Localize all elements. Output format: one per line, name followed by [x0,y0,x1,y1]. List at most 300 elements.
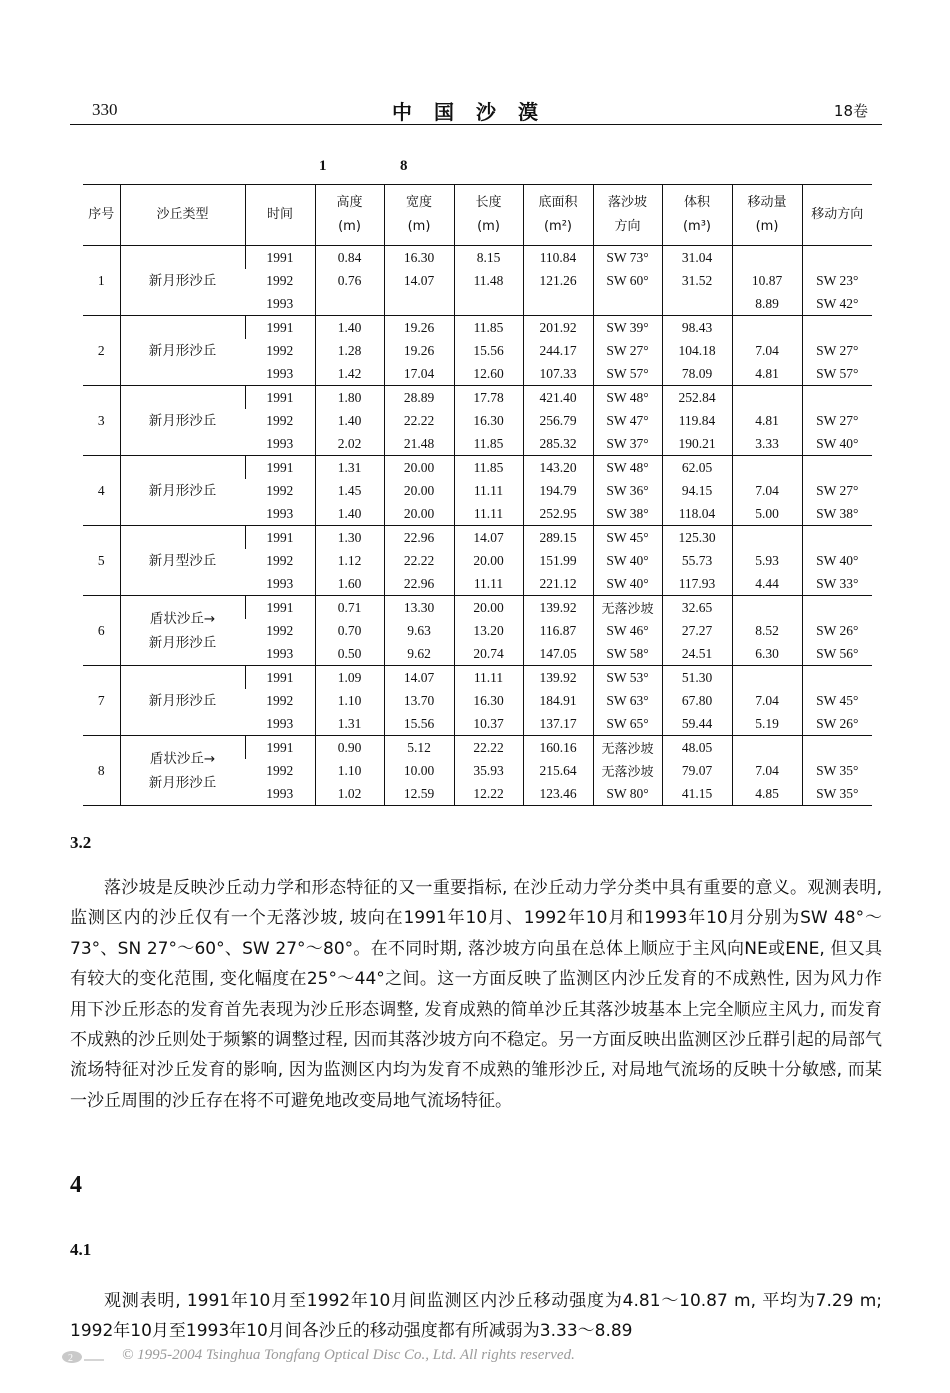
table-cell [732,596,802,620]
column-header-label: 宽度 [405,195,432,210]
table-cell [523,292,593,316]
table-cell: 1993 [245,572,315,596]
table-cell: 104.18 [662,339,732,362]
table-cell: 1.60 [315,572,384,596]
table-cell [732,456,802,480]
table-cell: 15.56 [454,339,523,362]
table-caption-number: 1 [319,158,327,174]
dune-type-cell [120,736,245,806]
section-heading-3-2: 3.2 [70,833,92,852]
table-cell: 11.11 [454,572,523,596]
table-cell: 79.07 [662,759,732,782]
table-cell: SW 45° [593,526,662,550]
table-cell: 22.96 [384,572,454,596]
table-cell: 1992 [266,272,294,288]
table-cell: 117.93 [662,572,732,596]
table-cell: 62.05 [662,456,732,480]
table-cell: 1.42 [315,362,384,386]
table-cell: 1.30 [315,526,384,550]
table-cell [802,246,872,270]
table-cell: 1992 [266,482,294,498]
table-cell: SW 38° [802,502,872,526]
table-cell: 22.22 [454,736,523,760]
column-header-unit: 方向 [614,219,641,234]
table-cell [732,736,802,760]
table-cell: 244.17 [523,339,593,362]
table-cell: 55.73 [662,549,732,572]
column-header-label: 移动量 [747,195,787,210]
table-cell: 20.00 [454,596,523,620]
header-rule [70,124,882,125]
table-cell: 21.48 [384,432,454,456]
table-cell: 11.48 [454,269,523,292]
table-cell: SW 33° [802,572,872,596]
table-cell: SW 57° [802,362,872,386]
table-cell: 94.15 [662,479,732,502]
paragraph-text: 落沙坡是反映沙丘动力学和形态特征的又一重要指标, 在沙丘动力学分类中具有重要的意义。观测表明, 监测区内的沙丘仅有一个无落沙坡, 坡向在1991年10月、1992年10月和1993年10月分别为SW 48°～73°、SN 27°～60°、SW 27°～80°。在不同时期, 落沙坡方向虽在总体上顺应于主风向NE或ENE, 但又具有较大的变化范围, 变化幅度在25°～44°之间。这一方面反映了监测区内沙丘发育的不成熟性, 因为风力作用下沙丘形态的发育首先表现为沙丘形态调整, 发育成熟的简单沙丘其落沙坡基本上完全顺应主风力, 而发育不成熟的沙丘则处于频繁的调整过程, 因而其落沙坡方向不稳定。另一方面反映出监测区沙丘群引起的局部气流场特征对沙丘发育的影响, 因为监测区内均为发育不成熟的雏形沙丘, 对局地气流场的反映十分敏感, 而某一沙丘周围的沙丘存在将不可避免地改变局地气流场特征。 [70,878,882,1111]
table-body [83,246,872,806]
table-cell: 13.30 [384,596,454,620]
table-cell: 190.21 [662,432,732,456]
table-cell: 27.27 [662,619,732,642]
table-cell: 121.26 [523,269,593,292]
table-cell: SW 36° [593,479,662,502]
dune-number-cell: 1 [83,246,120,316]
table-cell: 17.78 [454,386,523,410]
table-cell: 119.84 [662,409,732,432]
table-cell: 1993 [245,642,315,666]
dune-type-cell [120,526,245,596]
table-cell: 98.43 [662,316,732,340]
table-cell: 201.92 [523,316,593,340]
dune-type-line: 新月形沙丘 [148,412,217,429]
dune-type-line: 新月形沙丘 [148,482,217,499]
table-cell: 4.81 [732,409,802,432]
table-cell: 4.44 [732,572,802,596]
table-cell: 285.32 [523,432,593,456]
table-cell: 20.00 [384,479,454,502]
table-cell: 5.00 [732,502,802,526]
table-cell: 7.04 [732,759,802,782]
table-cell: 0.90 [315,736,384,760]
table-cell: 1.12 [315,549,384,572]
table-cell: 20.74 [454,642,523,666]
column-header [662,185,732,246]
table-cell: 12.59 [384,782,454,806]
table-cell: 11.85 [454,316,523,340]
table-cell: 1993 [245,782,315,806]
table-cell: 184.91 [523,689,593,712]
table-cell: SW 56° [802,642,872,666]
column-header-label: 体积 [683,195,710,210]
table-cell: SW 63° [593,689,662,712]
table-cell: 8.52 [732,619,802,642]
table-cell: 7.04 [732,339,802,362]
table-cell: SW 39° [593,316,662,340]
table-cell [732,386,802,410]
table-cell: 289.15 [523,526,593,550]
table-cell: 6.30 [732,642,802,666]
table-cell: 67.80 [662,689,732,712]
table-cell: 252.95 [523,502,593,526]
table-row [83,316,872,340]
table-cell [802,526,872,550]
table-cell: SW 26° [802,619,872,642]
table-cell: 1.10 [315,689,384,712]
table-cell [662,292,732,316]
table-cell: 31.04 [662,246,732,270]
table-cell: 1.10 [315,759,384,782]
table-cell [384,292,454,316]
journal-title: 中国沙漠 [392,100,560,124]
table-cell: 13.20 [454,619,523,642]
table-cell: 151.99 [523,549,593,572]
table-cell: 107.33 [523,362,593,386]
table-cell: SW 48° [593,386,662,410]
dune-number-cell: 2 [83,316,120,386]
column-header [315,185,384,246]
dune-type-line: 新月型沙丘 [148,552,217,569]
table-cell: 11.11 [454,666,523,690]
table-cell: 1991 [245,526,315,550]
table-row [83,386,872,410]
table-cell: 0.70 [315,619,384,642]
table-cell: SW 48° [593,456,662,480]
column-header-label: 底面积 [538,195,578,210]
table-cell: SW 58° [593,642,662,666]
table-cell: 7.04 [732,479,802,502]
dune-type-line: 新月形沙丘 [148,342,217,359]
table-cell: SW 42° [802,292,872,316]
table-cell: 1992 [266,622,294,638]
table-cell: 110.84 [523,246,593,270]
table-cell: 1993 [245,502,315,526]
table-cell: 116.87 [523,619,593,642]
table-cell [802,596,872,620]
table-cell: 12.60 [454,362,523,386]
table-cell: 2.02 [315,432,384,456]
table-row [83,596,872,620]
table-cell: 10.87 [732,269,802,292]
column-header-label: 长度 [475,195,502,210]
table-cell [802,666,872,690]
table-cell: 14.07 [454,526,523,550]
column-header-unit: (m) [755,219,779,234]
table-cell: 无落沙坡 [593,596,662,620]
dune-type-line: 盾状沙丘→ [149,750,216,767]
column-header-unit: (m) [407,219,431,234]
table-cell: 10.00 [384,759,454,782]
dune-number-cell: 4 [83,456,120,526]
table-cell: 160.16 [523,736,593,760]
table-cell: 22.96 [384,526,454,550]
table-cell: 31.52 [662,269,732,292]
table-cell: 24.51 [662,642,732,666]
table-cell: 14.07 [384,269,454,292]
table-cell: 14.07 [384,666,454,690]
table-cell: 1991 [245,386,315,410]
table-cell: 16.30 [384,246,454,270]
table-cell: 16.30 [454,689,523,712]
dune-number-cell: 8 [83,736,120,806]
table-cell: 1993 [245,432,315,456]
dune-type-cell [120,666,245,736]
column-header [120,185,245,246]
table-cell: 5.93 [732,549,802,572]
table-cell: 1991 [245,736,315,760]
running-header [70,96,882,124]
page-number: 330 [92,100,118,119]
table-cell: SW 47° [593,409,662,432]
column-header-unit: (m³) [682,219,712,234]
table-cell: SW 27° [802,409,872,432]
table-cell: SW 27° [802,479,872,502]
table-cell: 3.33 [732,432,802,456]
column-header [593,185,662,246]
footer [60,1345,860,1369]
column-header [384,185,454,246]
table-cell: 41.15 [662,782,732,806]
table-row [83,456,872,480]
table-cell: 无落沙坡 [593,736,662,760]
table-cell [802,316,872,340]
table-row [83,246,872,270]
table-cell: 48.05 [662,736,732,760]
table-cell: 1.40 [315,502,384,526]
dune-type-line: 新月形沙丘 [148,634,217,651]
table-row [83,526,872,550]
table-cell: SW 45° [802,689,872,712]
table-cell: 147.05 [523,642,593,666]
table-cell: 16.30 [454,409,523,432]
column-header-label: 沙丘类型 [156,207,209,222]
table-cell: 1991 [245,456,315,480]
column-header-unit: (m²) [543,219,573,234]
table-cell: 137.17 [523,712,593,736]
table-cell: 123.46 [523,782,593,806]
table-cell: 256.79 [523,409,593,432]
table-cell: 1991 [245,596,315,620]
table-cell [732,246,802,270]
column-header-label: 序号 [88,207,115,222]
table-cell [732,666,802,690]
dune-type-cell [120,456,245,526]
table-cell [802,386,872,410]
table-cell: 252.84 [662,386,732,410]
publisher-logo-icon [60,1349,106,1365]
table-cell: 1993 [245,292,315,316]
table-cell: SW 80° [593,782,662,806]
table-cell: SW 65° [593,712,662,736]
table-cell: 7.04 [732,689,802,712]
table-cell: SW 26° [802,712,872,736]
volume-label: 18卷 [833,102,868,120]
table-cell: 0.84 [315,246,384,270]
table-cell: 19.26 [384,339,454,362]
table-cell: 20.00 [454,549,523,572]
table-cell: SW 60° [593,269,662,292]
table-cell: 1.28 [315,339,384,362]
table-cell: 5.12 [384,736,454,760]
table-cell: SW 35° [802,782,872,806]
table-cell: 10.37 [454,712,523,736]
table-cell: 1991 [245,666,315,690]
table-cell: 4.81 [732,362,802,386]
column-header [454,185,523,246]
table-cell: 59.44 [662,712,732,736]
table-cell: SW 40° [802,549,872,572]
table-cell: 1.09 [315,666,384,690]
table-cell: 1992 [266,692,294,708]
table-cell: 11.85 [454,456,523,480]
table-cell: SW 53° [593,666,662,690]
table-cell: SW 40° [593,572,662,596]
svg-text:2: 2 [68,1353,73,1364]
copyright-notice: © 1995-2004 Tsinghua Tongfang Optical Disc Co., Ltd. All rights reserved. [122,1347,575,1363]
table-cell: 9.62 [384,642,454,666]
column-header-label: 高度 [336,195,363,210]
table-cell: 0.71 [315,596,384,620]
table-cell: 215.64 [523,759,593,782]
table-cell [732,526,802,550]
table-cell: 8.15 [454,246,523,270]
table-cell: SW 27° [802,339,872,362]
table-cell: 11.11 [454,502,523,526]
column-header [802,185,872,246]
table-cell: 1993 [245,362,315,386]
dune-number-cell: 6 [83,596,120,666]
table-cell: SW 40° [802,432,872,456]
table-cell: SW 35° [802,759,872,782]
table-cell: 无落沙坡 [593,759,662,782]
column-header [732,185,802,246]
column-header-unit: (m) [477,219,500,234]
dune-type-cell [120,386,245,456]
table-cell: 11.85 [454,432,523,456]
table-cell: 78.09 [662,362,732,386]
table-cell: 28.89 [384,386,454,410]
column-header-label: 移动方向 [811,207,864,222]
dune-type-line: 盾状沙丘→ [149,610,216,627]
section-heading-4-1: 4.1 [70,1240,92,1259]
table-cell: SW 38° [593,502,662,526]
table-cell: 19.26 [384,316,454,340]
table-cell: SW 57° [593,362,662,386]
table-cell: SW 73° [593,246,662,270]
dune-observation-table [83,184,872,806]
table-cell: 8.89 [732,292,802,316]
table-row [83,666,872,690]
dune-number-cell: 7 [83,666,120,736]
table-cell: 139.92 [523,666,593,690]
dune-number-cell: 3 [83,386,120,456]
table-cell: 1.31 [315,712,384,736]
table-cell: 1.40 [315,409,384,432]
dune-type-cell [120,596,245,666]
column-header [245,185,315,246]
section-4-1-paragraph [70,1286,882,1347]
table-cell: 51.30 [662,666,732,690]
table-cell: 20.00 [384,502,454,526]
table-cell: 0.50 [315,642,384,666]
table-cell: 421.40 [523,386,593,410]
table-header-row [83,185,872,246]
table-cell: 1.02 [315,782,384,806]
table-cell: 22.22 [384,549,454,572]
table-cell: 1992 [266,762,294,778]
table-cell: 1.31 [315,456,384,480]
table-cell: 1.45 [315,479,384,502]
table-cell: 20.00 [384,456,454,480]
table-cell [802,456,872,480]
section-3-2-paragraph [70,873,882,1116]
table-cell: 5.19 [732,712,802,736]
table-cell: SW 23° [802,269,872,292]
table-cell: 17.04 [384,362,454,386]
table-cell: 143.20 [523,456,593,480]
table-caption-part: 8 [400,158,408,174]
table-cell: SW 46° [593,619,662,642]
section-heading-4: 4 [70,1172,82,1198]
dune-type-line: 新月形沙丘 [148,692,217,709]
column-header-unit: (m) [338,219,361,234]
table-cell: 1992 [266,342,294,358]
table-cell: 13.70 [384,689,454,712]
table-cell: 0.76 [315,269,384,292]
dune-type-line: 新月形沙丘 [148,272,217,289]
table-cell: 12.22 [454,782,523,806]
table-cell: SW 40° [593,549,662,572]
table-cell: 35.93 [454,759,523,782]
column-header [523,185,593,246]
table-cell: 11.11 [454,479,523,502]
table-cell [315,292,384,316]
table-cell [454,292,523,316]
table-cell: 139.92 [523,596,593,620]
table-cell: 22.22 [384,409,454,432]
dune-type-cell [120,316,245,386]
table-cell: 1991 [245,246,315,270]
dune-type-line: 新月形沙丘 [148,774,217,791]
column-header [83,185,120,246]
table-cell: 1.40 [315,316,384,340]
table-cell: 4.85 [732,782,802,806]
table-cell: 1992 [266,412,294,428]
table-cell: 1991 [245,316,315,340]
table-cell: 1992 [266,552,294,568]
table-cell [732,316,802,340]
table-cell: 194.79 [523,479,593,502]
table-cell: 15.56 [384,712,454,736]
dune-type-cell [120,246,245,316]
table-cell: SW 37° [593,432,662,456]
dune-number-cell: 5 [83,526,120,596]
table-cell: 118.04 [662,502,732,526]
table-cell: 32.65 [662,596,732,620]
paragraph-text: 观测表明, 1991年10月至1992年10月间监测区内沙丘移动强度为4.81～10.87 m, 平均为7.29 m; 1992年10月至1993年10月间各沙丘的移动强度都有所减弱为3.33～8.89 [70,1291,882,1342]
column-header-label: 时间 [266,207,293,222]
table-row [83,736,872,760]
table-cell: 9.63 [384,619,454,642]
table-cell: 1993 [245,712,315,736]
table-cell [593,292,662,316]
column-header-label: 落沙坡 [607,195,647,210]
table-cell: 221.12 [523,572,593,596]
table-cell: 125.30 [662,526,732,550]
table-cell: SW 27° [593,339,662,362]
table-cell: 1.80 [315,386,384,410]
table-cell [802,736,872,760]
